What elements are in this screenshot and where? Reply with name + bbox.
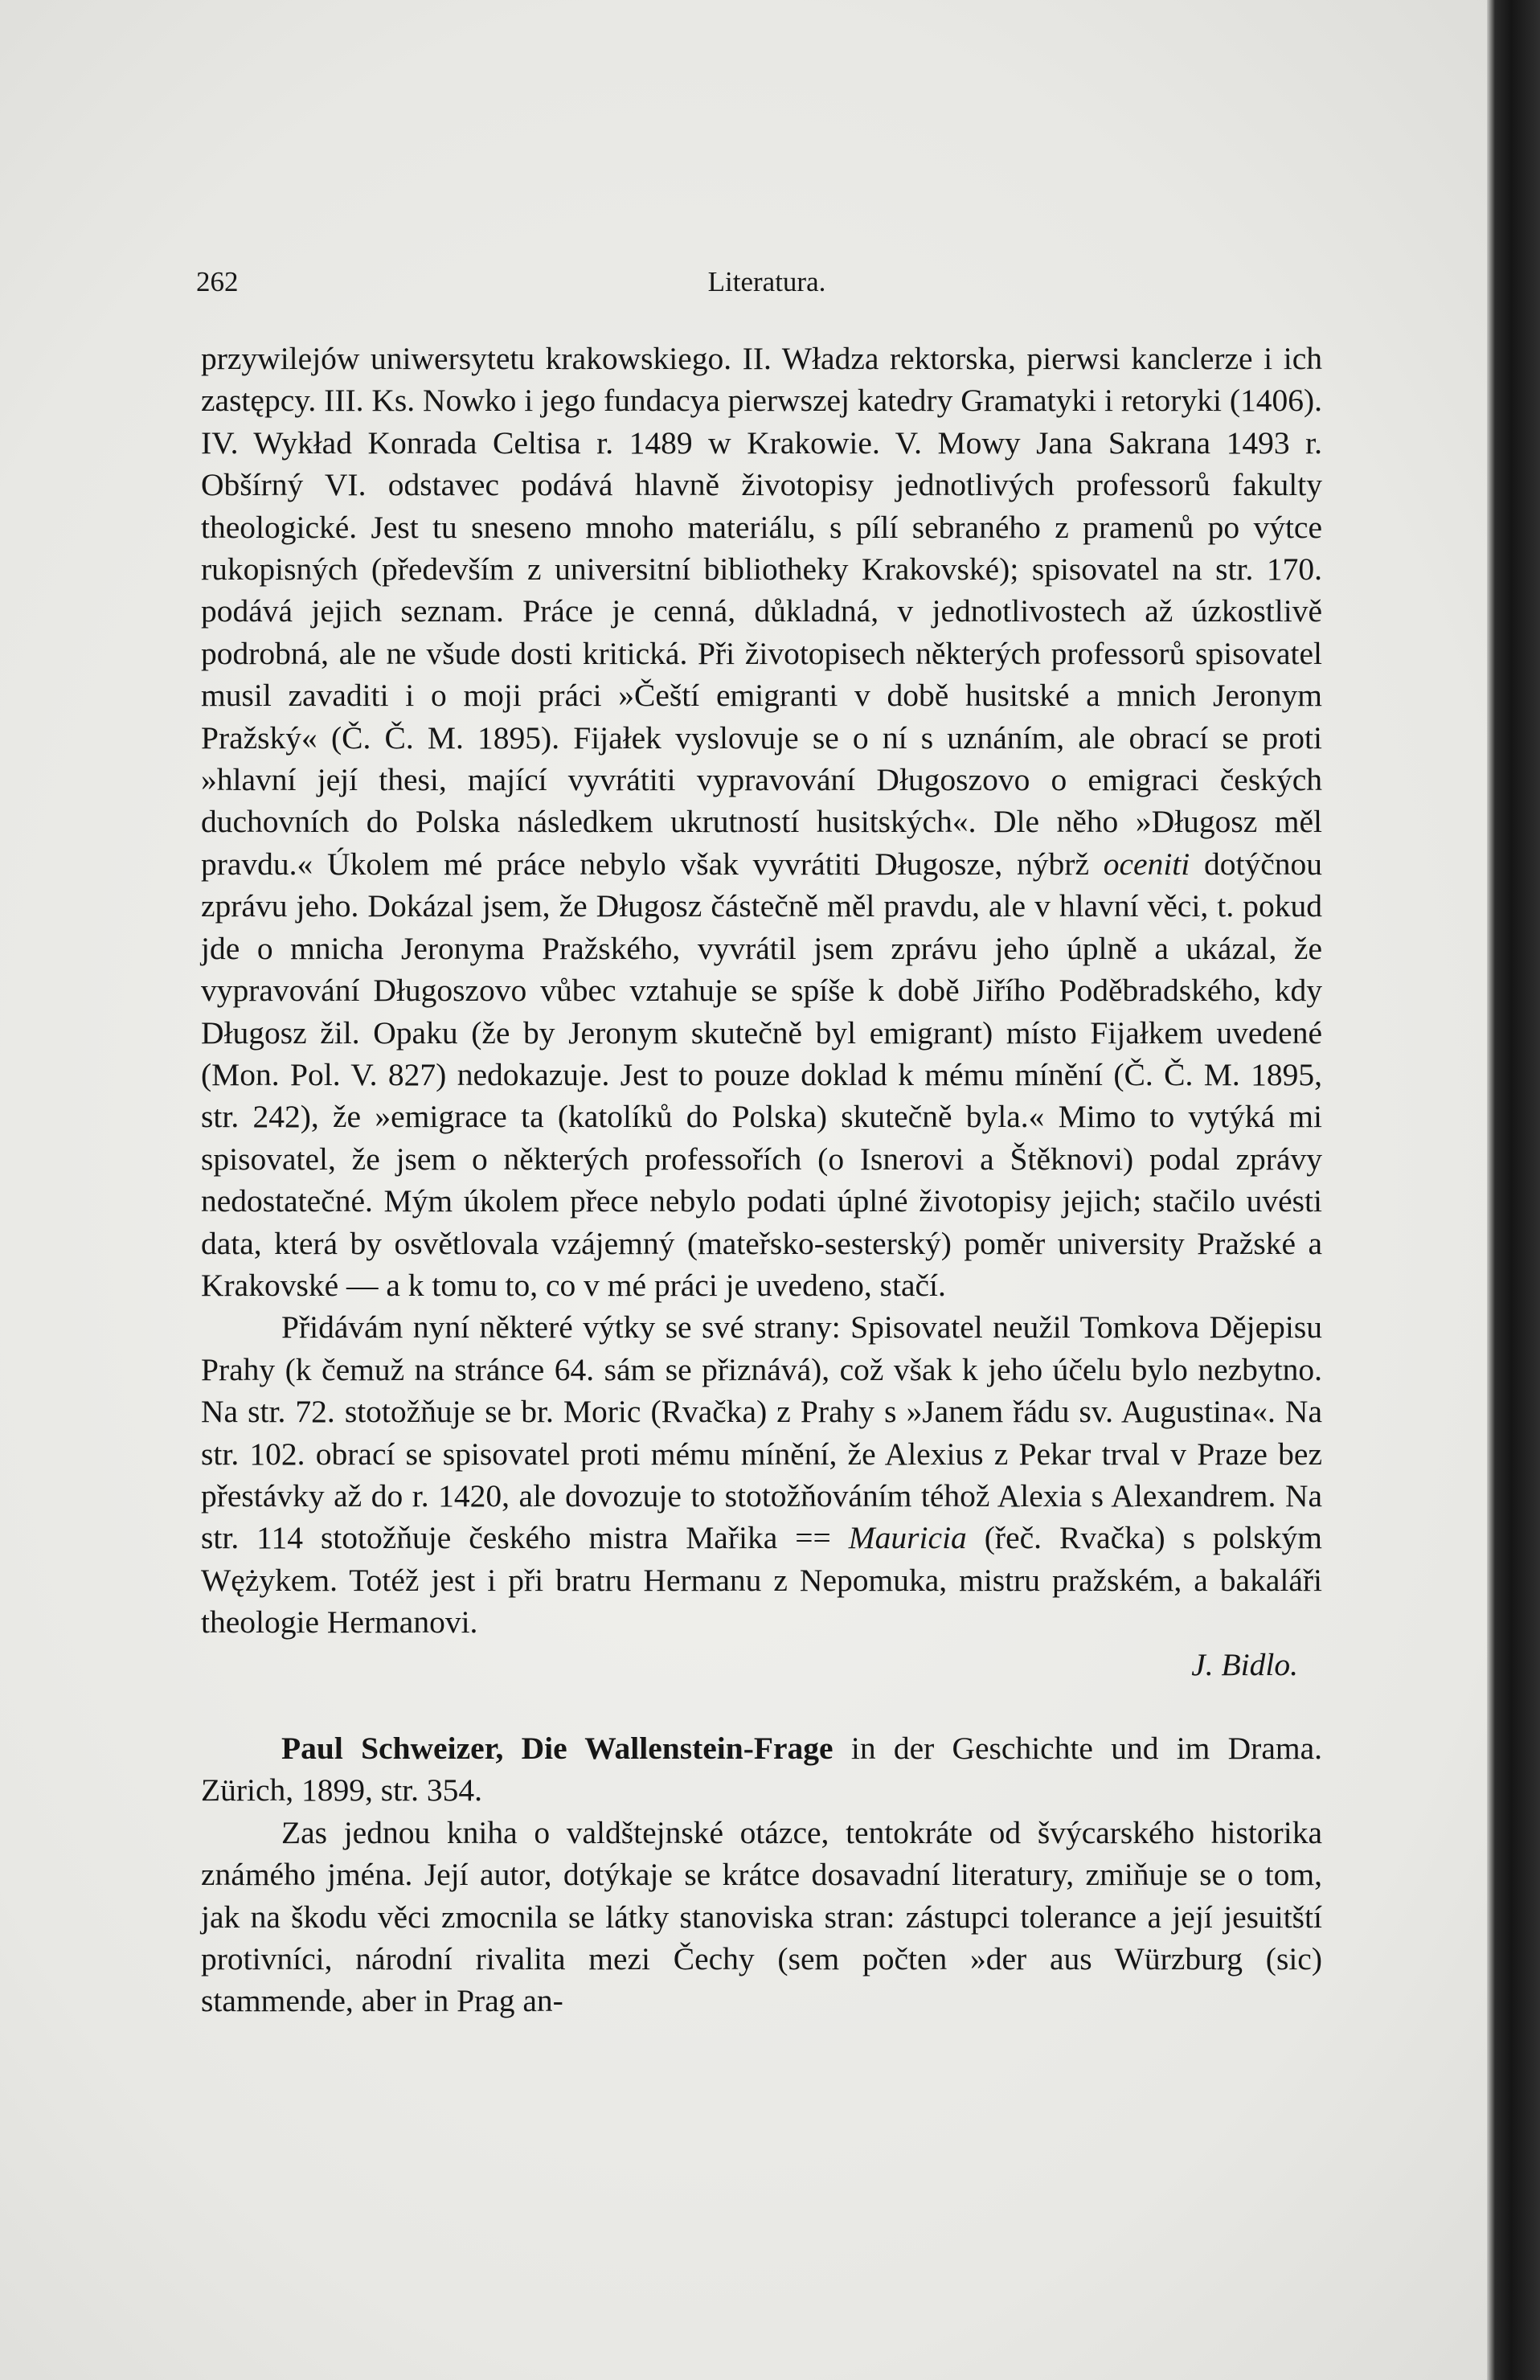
section-title: Literatura. (707, 266, 826, 297)
page-number: 262 (196, 266, 239, 297)
review1-paragraph-2: Přidávám nyní některé výtky se své strany: Spisovatel neužil Tomkova Dějepisu Prahy (k čemuž na stránce 64. sám se přiznává), což však k jeho účelu bylo nezbytno. Na str. 72. stotožňuje se br. Moric (Rvačka) z Prahy s »Janem řádu sv. Augustina«. Na str. 102. obrací se spisovatel proti mému mínění, že Alexius z Pekar trval v Praze bez přestávky až do r. 1420, ale dovozuje to stotožňováním téhož Alexia s Alexandrem. Na str. 114 stotožňuje českého mistra Mařika == Mauricia (řeč. Rvačka) s polským Wężykem. Totéž jest i při bratru Hermanu z Nepomuka, mistru pražském, a bakaláři theologie Hermanovi. (201, 1309, 1323, 1641)
review2-author-title: Paul Schweizer, Die Wallenstein-Frage (281, 1731, 833, 1766)
review1-paragraph-1: przywilejów uniwersytetu krakowskiego. II. Władza rektorska, pierwsi kanclerze i ich zastępcy. III. Ks. Nowko i jego fundacya pierwszej katedry Gramatyki i retoryki (1406). IV. Wykład Konrada Celtisa r. 1489 w Krakowie. V. Mowy Jana Sakrana 1493 r. Obšírný VI. odstavec podává hlavně životopisy jednotlivých professorů fakulty theologické. Jest tu sneseno mnoho materiálu, s pílí sebraného z pramenů po výtce rukopisných (především z universitní bibliotheky Krakovské); spisovatel na str. 170. podává jejich seznam. Práce je cenná, důkladná, v jednotlivostech až úzkostlivě podrobná, ale ne všude dosti kritická. Při životopisech některých professorů spisovatel musil zavaditi i o moji práci »Čeští emigranti v době husitské a mnich Jeronym Pražský« (Č. Č. M. 1895). Fijałek vyslovuje se o ní s uznáním, ale obrací se proti »hlavní její thesi, mající vyvrátiti vypravování Długoszovo o emigraci českých duchovních do Polska následkem ukrutností husitských«. Dle něho »Długosz měl pravdu.« Úkolem mé práce nebylo však vyvrátiti Długosze, nýbrž oceniti dotýčnou zprávu jeho. Dokázal jsem, že Długosz částečně měl pravdu, ale v hlavní věci, t. pokud jde o mnicha Jeronyma Pražského, vyvrátil jsem zprávu jeho úplně a ukázal, že vypravování Długoszovo vůbec vztahuje se spíše k době Jiřího Poděbradského, kdy Długosz žil. Opaku (že by Jeronym skutečně byl emigrant) místo Fijałkem uvedené (Mon. Pol. V. 827) nedokazuje. Jest to pouze doklad k mému mínění (Č. Č. M. 1895, str. 242), že »emigrace ta (katolíků do Polska) skutečně byla.« Mimo to vytýká mi spisovatel, že jsem o některých professořích (o Isnerovi a Štěknovi) podal zprávy nedostatečné. Mým úkolem přece nebylo podati úplné životopisy jejich; stačilo uvésti data, která by osvětlovala vzájemný (mateřsko-sesterský) poměr university Pražské a Krakovské — a k tomu to, co v mé práci je uvedeno, stačí. (201, 341, 1323, 1303)
scan-edge-shadow (1487, 0, 1540, 2380)
review1-signature: J. Bidlo. (1191, 1646, 1298, 1682)
running-head (196, 262, 1337, 302)
emphasis-oceniti: oceniti (1103, 846, 1190, 882)
body-text (201, 338, 1322, 2022)
review2-heading: Paul Schweizer, Die Wallenstein-Frage in der Geschichte und im Drama. Zürich, 1899, str. 354. (201, 1731, 1322, 1809)
emphasis-mauricia: Mauricia (848, 1520, 967, 1556)
review2-paragraph-1: Zas jednou kniha o valdštejnské otázce, tentokráte od švýcarského historika známého jména. Její autor, dotýkaje se krátce dosavadní literatury, zmiňuje se o tom, jak na škodu věci zmocnila se látky stanoviska stran: zástupci tolerance a její jesuitští protivníci, národní rivalita mezi Čechy (sem počten »der aus Würzburg (sic) stammende, aber in Prag an- (201, 1814, 1322, 2019)
